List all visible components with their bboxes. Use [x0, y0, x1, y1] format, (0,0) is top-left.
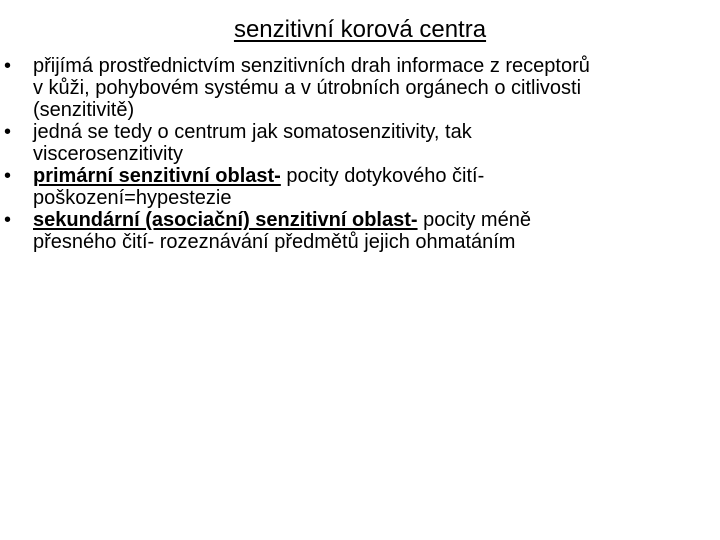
- bullet-line: viscerosenzitivity: [33, 143, 184, 165]
- bullet-line: (senzitivitě): [33, 99, 135, 121]
- bullet-dot-icon: •: [4, 165, 12, 187]
- bullet-text: pocity méně: [417, 209, 531, 231]
- bullet-line: [33, 165, 706, 187]
- bullet-text: pocity dotykového čití-: [280, 165, 485, 187]
- bullet-line: poškození=hypestezie: [33, 187, 232, 209]
- bullet-item: [0, 165, 720, 209]
- bullet-line: v kůži, pohybovém systému a v útrobních orgánech o citlivosti: [33, 77, 582, 99]
- bullet-line: přijímá prostřednictvím senzitivních drah informace z receptorů: [33, 55, 590, 77]
- bullet-dot-icon: •: [4, 55, 12, 77]
- bullet-term: sekundární (asociační) senzitivní oblast-: [33, 209, 418, 231]
- bullet-list: [0, 55, 720, 253]
- bullet-line: přesného čití- rozeznávání předmětů jejich ohmatáním: [33, 231, 516, 253]
- bullet-line: jedná se tedy o centrum jak somatosenzitivity, tak: [33, 121, 472, 143]
- bullet-term: primární senzitivní oblast-: [33, 165, 281, 187]
- bullet-item: [0, 209, 720, 253]
- bullet-dot-icon: •: [4, 209, 12, 231]
- slide-content: [0, 55, 720, 253]
- bullet-dot-icon: •: [4, 121, 12, 143]
- slide-title: senzitivní korová centra: [233, 16, 487, 43]
- bullet-item: [0, 55, 720, 121]
- bullet-item: [0, 121, 720, 165]
- bullet-line: [33, 209, 706, 231]
